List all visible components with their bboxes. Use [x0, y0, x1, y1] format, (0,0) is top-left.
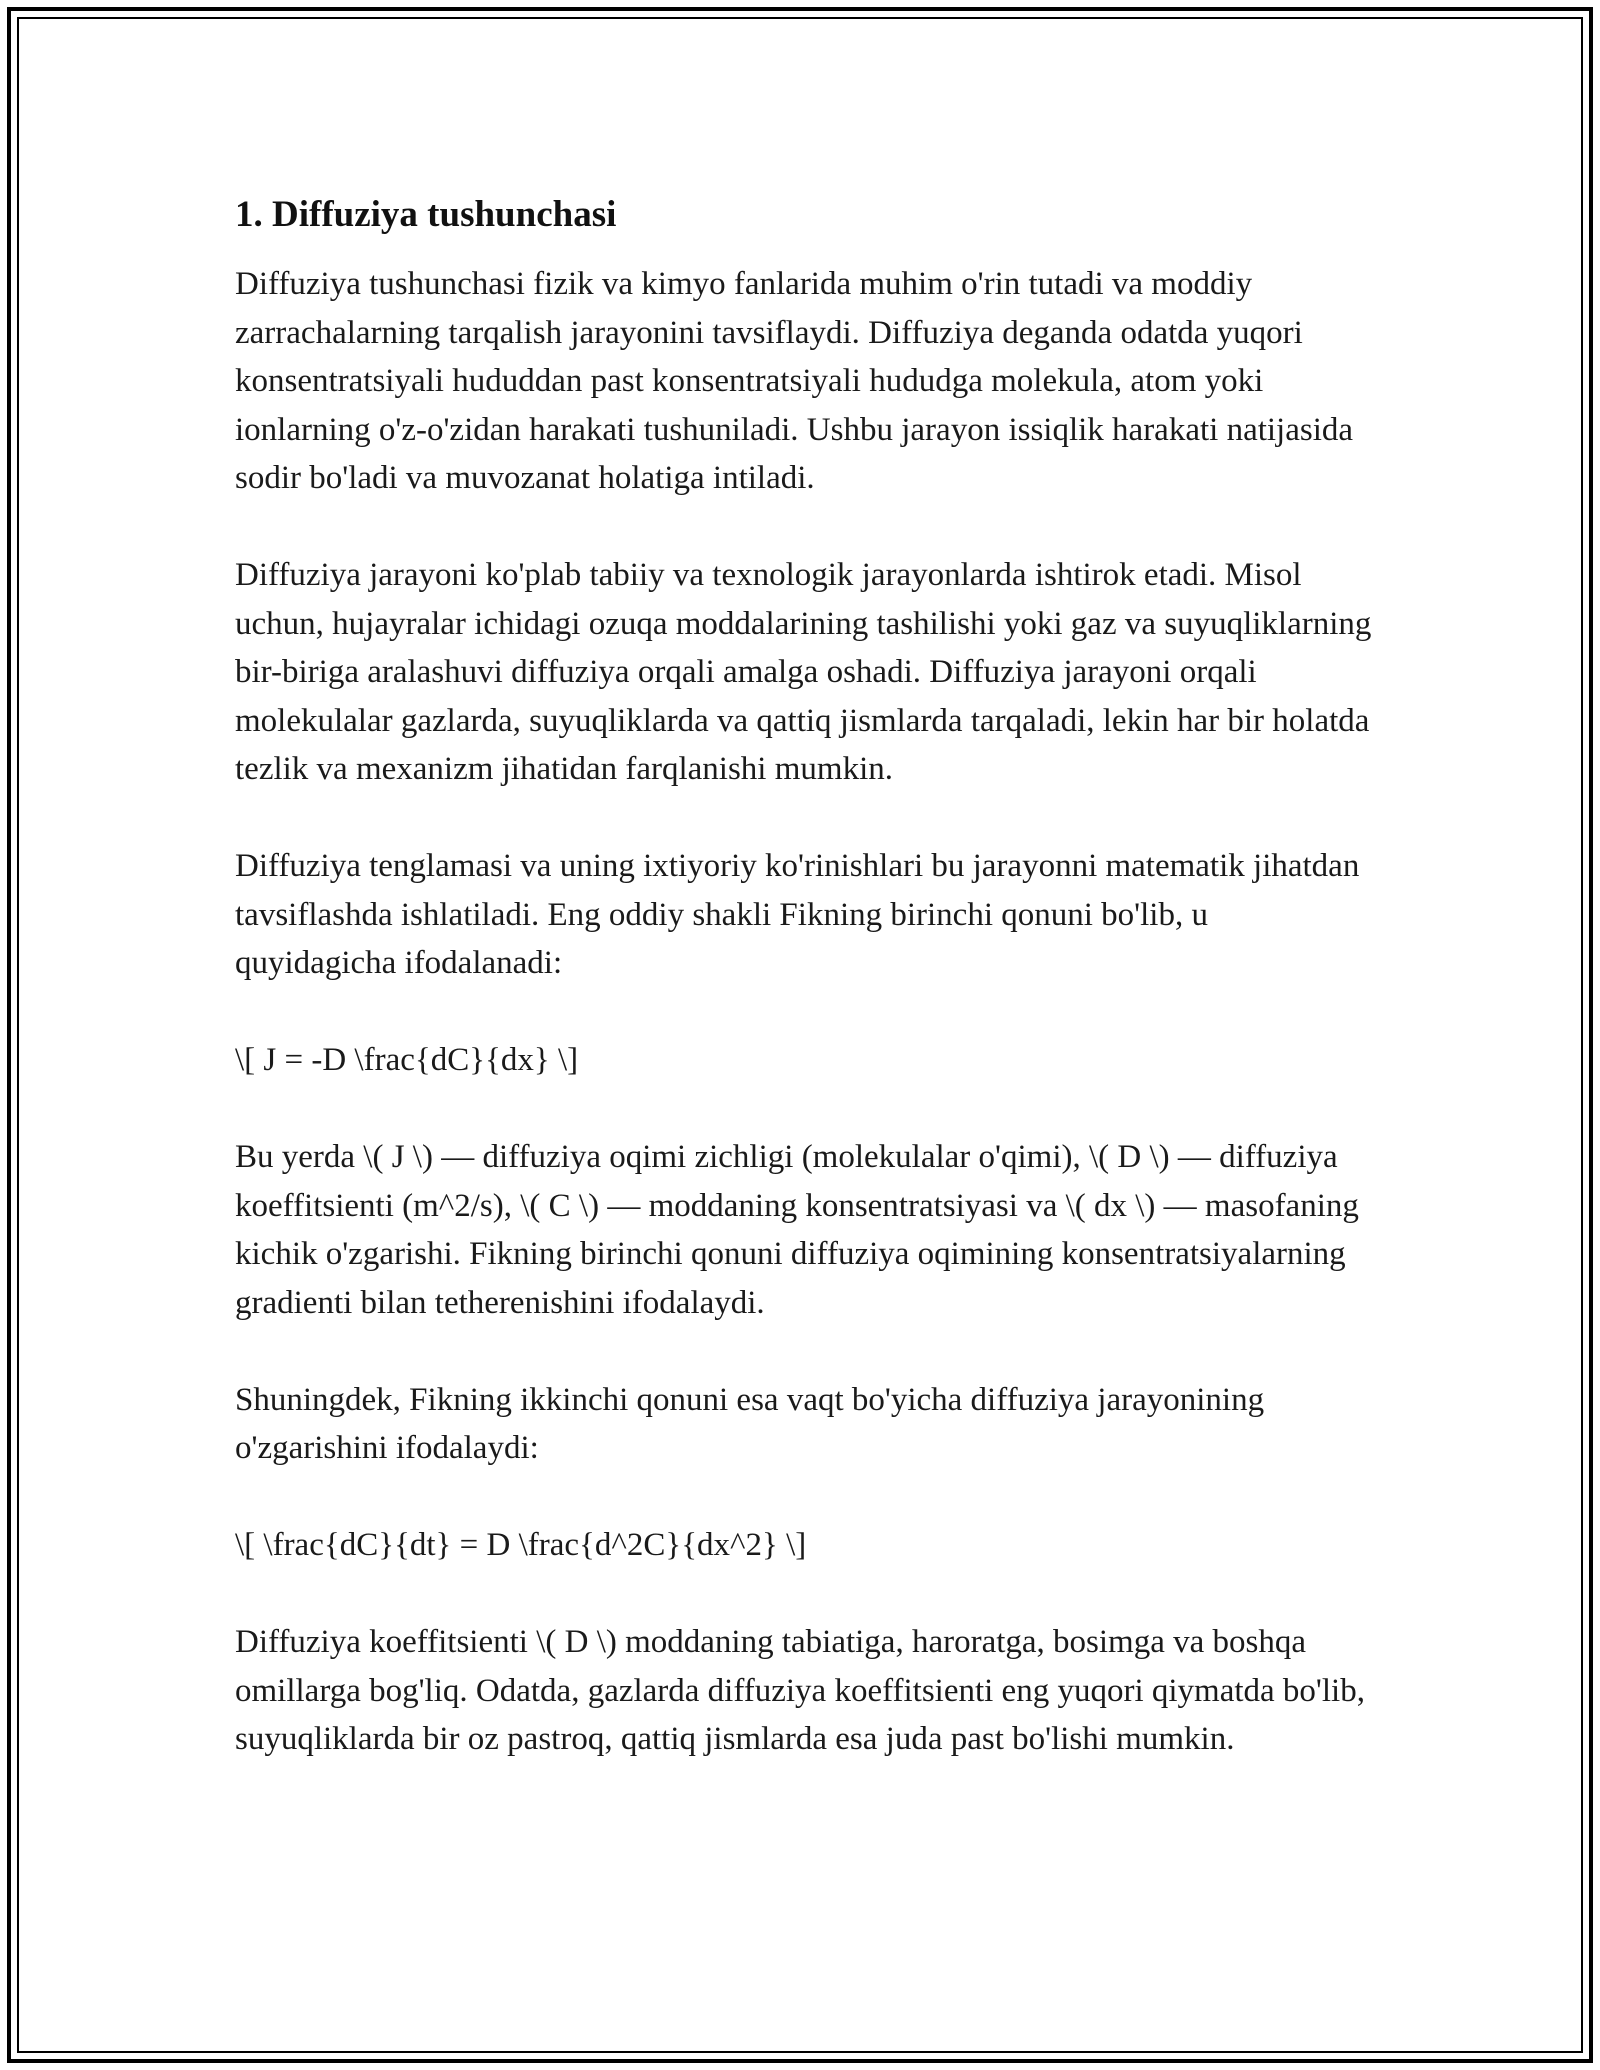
paragraph-variables: Bu yerda \( J \) — diffuziya oqimi zichligi (molekulalar o'qimi), \( D \) — diffuziya koeffitsienti (m^2/s), \( C \) — moddaning konsentratsiyasi va \( dx \) — masofaning kichik o'zgarishi. Fikning birinchi qonuni diffuziya oqimining konsentratsiyalarning gradienti bilan tetherenishini ifodalaydi.: [235, 1139, 1359, 1321]
section-heading: 1. Diffuziya tushunchasi: [235, 194, 617, 235]
paragraph-applications: Diffuziya jarayoni ko'plab tabiiy va texnologik jarayonlarda ishtirok etadi. Misol uchun, hujayralar ichidagi ozuqa moddalarining tashilishi yoki gaz va suyuqliklarning bir-biriga aralashuvi diffuziya orqali amalga oshadi. Diffuziya jarayoni orqali molekulalar gazlarda, suyuqliklarda va qattiq jismlarda tarqaladi, lekin har bir holatda tezlik va mexanizm jihatidan farqlanishi mumkin.: [235, 557, 1372, 787]
formula-fick-first-law: \[ J = -D \frac{dC}{dx} \]: [235, 1042, 579, 1078]
formula-fick-second-law: \[ \frac{dC}{dt} = D \frac{d^2C}{dx^2} \]: [235, 1527, 807, 1563]
paragraph-definition: Diffuziya tushunchasi fizik va kimyo fanlarida muhim o'rin tutadi va moddiy zarrachalarning tarqalish jarayonini tavsiflaydi. Diffuziya deganda odatda yuqori konsentratsiyali hududdan past konsentratsiyali hududga molekula, atom yoki ionlarning o'z-o'zidan harakati tushuniladi. Ushbu jarayon issiqlik harakati natijasida sodir bo'ladi va muvozanat holatiga intiladi.: [235, 266, 1354, 496]
paragraph-fick-second-intro: Shuningdek, Fikning ikkinchi qonuni esa vaqt bo'yicha diffuziya jarayonining o'zgarishini ifodalaydi:: [235, 1381, 1265, 1466]
document-body: [235, 190, 1375, 1812]
paragraph-coefficient: Diffuziya koeffitsienti \( D \) moddaning tabiatiga, haroratga, bosimga va boshqa omillarga bog'liq. Odatda, gazlarda diffuziya koeffitsienti eng yuqori qiymatda bo'lib, suyuqliklarda bir oz pastroq, qattiq jismlarda esa juda past bo'lishi mumkin.: [235, 1624, 1365, 1757]
paragraph-fick-intro: Diffuziya tenglamasi va uning ixtiyoriy ko'rinishlari bu jarayonni matematik jihatdan tavsiflashda ishlatiladi. Eng oddiy shakli Fikning birinchi qonuni bo'lib, u quyidagicha ifodalanadi:: [235, 848, 1360, 981]
